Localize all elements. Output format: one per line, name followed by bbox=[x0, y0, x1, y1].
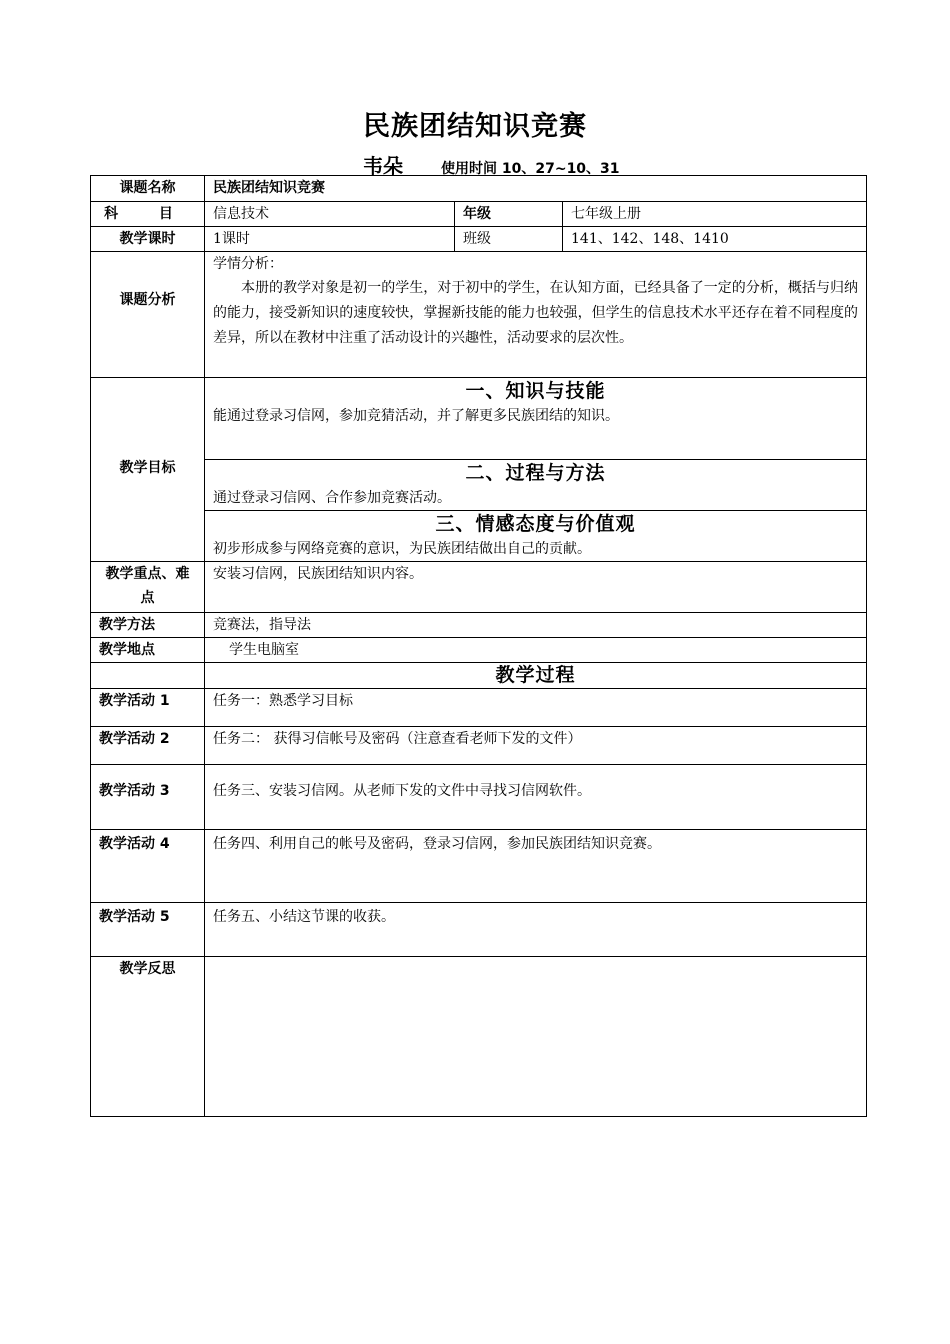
usage-time: 使用时间 10、27~10、31 bbox=[441, 161, 620, 177]
document-title: 民族团结知识竞赛 bbox=[363, 111, 587, 142]
activity-label: 教学活动 4 bbox=[91, 830, 205, 903]
row-subject bbox=[91, 202, 867, 227]
hours-label: 教学课时 bbox=[91, 227, 205, 252]
subject-label: 科 目 bbox=[91, 202, 205, 227]
activity-label: 教学活动 2 bbox=[91, 727, 205, 765]
topic-label: 课题名称 bbox=[91, 176, 205, 202]
activity-row bbox=[91, 903, 867, 957]
goal-1-heading: 一、知识与技能 bbox=[465, 380, 606, 402]
activity-row bbox=[91, 765, 867, 830]
row-goal-1 bbox=[91, 378, 867, 460]
analysis-label: 课题分析 bbox=[91, 252, 205, 378]
activity-text: 任务二： 获得习信帐号及密码（注意查看老师下发的文件） bbox=[205, 727, 867, 765]
activity-text: 任务三、安装习信网。从老师下发的文件中寻找习信网软件。 bbox=[205, 765, 867, 830]
process-blank-cell bbox=[91, 663, 205, 689]
process-heading: 教学过程 bbox=[205, 663, 867, 689]
row-keypoints bbox=[91, 562, 867, 613]
row-topic bbox=[91, 176, 867, 202]
activity-label: 教学活动 3 bbox=[91, 765, 205, 830]
keypoints-label: 教学重点、难点 bbox=[91, 562, 205, 613]
reflection-value bbox=[205, 957, 867, 1117]
method-label: 教学方法 bbox=[91, 613, 205, 638]
lesson-plan-table bbox=[90, 175, 867, 1117]
activity-text: 任务五、小结这节课的收获。 bbox=[205, 903, 867, 957]
grade-label: 年级 bbox=[455, 202, 563, 227]
place-label: 教学地点 bbox=[91, 638, 205, 663]
row-reflection bbox=[91, 957, 867, 1117]
analysis-text: 本册的教学对象是初一的学生，对于初中的学生，在认知方面，已经具备了一定的分析，概括与归纳的能力，接受新知识的速度较快，掌握新技能的能力也较强，但学生的信息技术水平还存在着不同程度的差异，所以在教材中注重了活动设计的兴趣性，活动要求的层次性。 bbox=[213, 280, 858, 346]
activity-row bbox=[91, 727, 867, 765]
goal-2-heading: 二、过程与方法 bbox=[465, 462, 606, 484]
activity-text: 任务四、利用自己的帐号及密码，登录习信网，参加民族团结知识竞赛。 bbox=[205, 830, 867, 903]
activity-label: 教学活动 1 bbox=[91, 689, 205, 727]
activity-row bbox=[91, 689, 867, 727]
goal-3-text: 初步形成参与网络竞赛的意识，为民族团结做出自己的贡献。 bbox=[213, 541, 591, 557]
goal-2-text: 通过登录习信网、合作参加竞赛活动。 bbox=[213, 490, 451, 506]
row-hours bbox=[91, 227, 867, 252]
method-value: 竞赛法，指导法 bbox=[205, 613, 867, 638]
class-label: 班级 bbox=[455, 227, 563, 252]
activity-row bbox=[91, 830, 867, 903]
activity-text: 任务一：熟悉学习目标 bbox=[205, 689, 867, 727]
goal-3-heading: 三、情感态度与价值观 bbox=[435, 513, 636, 535]
activity-label: 教学活动 5 bbox=[91, 903, 205, 957]
goal-2-cell bbox=[205, 460, 867, 511]
analysis-cell bbox=[205, 252, 867, 378]
topic-value: 民族团结知识竞赛 bbox=[205, 176, 867, 202]
goals-label: 教学目标 bbox=[91, 378, 205, 562]
subject-value: 信息技术 bbox=[205, 202, 455, 227]
place-value: 学生电脑室 bbox=[205, 638, 867, 663]
row-goal-3 bbox=[91, 511, 867, 562]
row-place bbox=[91, 638, 867, 663]
goal-3-cell bbox=[205, 511, 867, 562]
subtitle-line bbox=[363, 150, 620, 176]
analysis-heading: 学情分析： bbox=[213, 256, 283, 272]
author-name: 韦朵 bbox=[363, 154, 403, 178]
hours-value: 1课时 bbox=[205, 227, 455, 252]
row-analysis bbox=[91, 252, 867, 378]
keypoints-value: 安装习信网，民族团结知识内容。 bbox=[205, 562, 867, 613]
row-method bbox=[91, 613, 867, 638]
row-process-heading bbox=[91, 663, 867, 689]
grade-value: 七年级上册 bbox=[563, 202, 867, 227]
row-goal-2 bbox=[91, 460, 867, 511]
class-value: 141、142、148、1410 bbox=[563, 227, 867, 252]
goal-1-cell bbox=[205, 378, 867, 460]
goal-1-text: 能通过登录习信网，参加竞猜活动，并了解更多民族团结的知识。 bbox=[213, 408, 619, 424]
reflection-label: 教学反思 bbox=[91, 957, 205, 1117]
